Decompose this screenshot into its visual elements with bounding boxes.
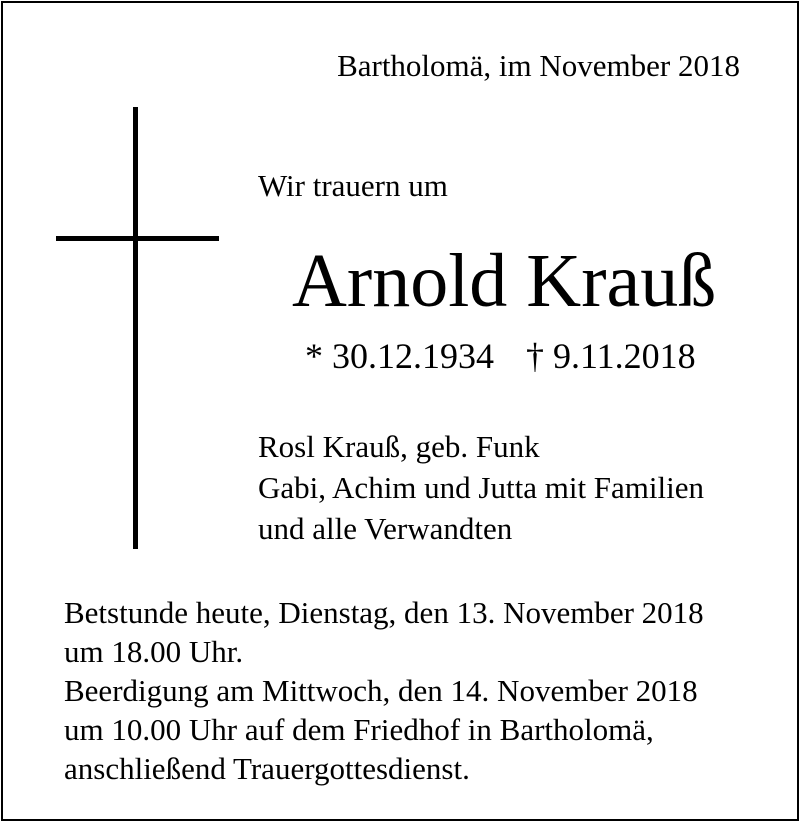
mourner-line: Rosl Krauß, geb. Funk — [258, 429, 540, 464]
death-date: † 9.11.2018 — [526, 336, 696, 376]
mourner-line: Gabi, Achim und Jutta mit Familien — [258, 470, 705, 505]
mourners-list — [258, 426, 704, 549]
service-details — [64, 593, 704, 788]
event-line: Betstunde heute, Dienstag, den 13. November 2018 — [64, 595, 704, 630]
deceased-name: Arnold Krauß — [292, 239, 717, 323]
cross-vertical-bar — [133, 107, 138, 549]
birth-date: * 30.12.1934 — [305, 336, 494, 376]
cross-horizontal-bar — [56, 236, 219, 241]
event-line: um 10.00 Uhr auf dem Friedhof in Bartholomä, — [64, 712, 654, 747]
life-dates — [305, 334, 696, 378]
event-line: Beerdigung am Mittwoch, den 14. November 2018 — [64, 673, 698, 708]
place-date: Bartholomä, im November 2018 — [337, 48, 740, 83]
event-line: um 18.00 Uhr. — [64, 634, 244, 669]
intro-text: Wir trauern um — [258, 168, 448, 203]
event-line: anschließend Trauergottesdienst. — [64, 751, 470, 786]
mourner-line: und alle Verwandten — [258, 511, 513, 546]
